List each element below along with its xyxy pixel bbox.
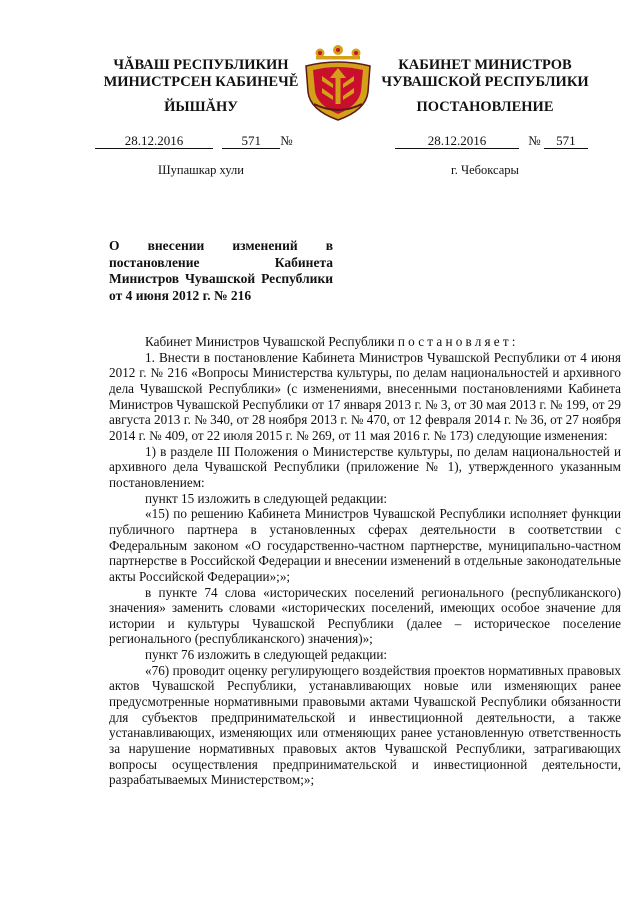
body-paragraph: «15) по решению Кабинета Министров Чувашской Республики исполняет функции публичного партнера в установленных сферах деятельности в соответствии с Федеральным законом «О государственно-частном партнерстве, муниципально-частном партнерстве в Российской Федерации и внесении изменений в отдельные законодательные акты Российской Федерации»;»;	[109, 506, 621, 584]
issuer-russian-line1: КАБИНЕТ МИНИСТРОВ	[398, 57, 572, 73]
date-chuvash: 28.12.2016	[95, 134, 213, 149]
body-paragraph: пункт 76 изложить в следующей редакции:	[145, 647, 388, 663]
document-subject: О внесении изменений в постановление Кабинета Министров Чувашской Республики от 4 июня 2012 г. № 216	[109, 238, 333, 303]
number-sign-chuvash: №	[280, 133, 293, 148]
doc-type-russian	[350, 99, 620, 116]
body-paragraph: пункт 15 изложить в следующей редакции:	[145, 490, 388, 506]
body-paragraph: «76) проводит оценку регулирующего воздействия проектов нормативных правовых актов Чувашской Республики, устанавливающих новые или изменяющих ранее предусмотренные нормативными правовыми актами Чувашской Республики обязанности для субъектов предпринимательской и инвестиционной деятельности, а также устанавливающих, изменяющих или отменяющих ранее установленную ответственность за нарушение нормативных правовых актов Чувашской Республики, затрагивающих вопросы осуществления предпринимательской и инвестиционной деятельности, разрабатываемых Министерством;»;	[109, 662, 621, 788]
number-sign-russian: №	[528, 133, 541, 148]
intro-verb: постановляет:	[397, 334, 519, 349]
number-chuvash: 571	[222, 134, 280, 149]
doc-type-russian-text: ПОСТАНОВЛЕНИЕ	[416, 99, 554, 115]
body-paragraph: 1) в разделе III Положения о Министерстве культуры, по делам национальностей и архивного дела Чувашской Республики (приложение № 1), утвержденного указанным постановлением:	[109, 443, 621, 490]
doc-type-chuvash-text: ЙЫШĂНУ	[164, 99, 238, 115]
place-russian: г. Чебоксары	[451, 163, 519, 177]
emblem-icon	[300, 44, 376, 122]
intro-paragraph	[109, 334, 621, 350]
date-number-chuvash	[95, 133, 293, 149]
document-body	[109, 334, 621, 788]
date-russian: 28.12.2016	[395, 134, 519, 149]
place-chuvash: Шупашкар хули	[158, 163, 244, 177]
body-paragraph: в пункте 74 слова «исторических поселений регионального (республиканского) значения» заменить словами «исторических поселений, имеющих особое значение для истории и культуры Чувашской Республики (далее – историческое поселение регионального (республиканского) значения)»;	[109, 584, 621, 647]
body-paragraph: 1. Внести в постановление Кабинета Министров Чувашской Республики от 4 июня 2012 г. № 216 «Вопросы Министерства культуры, по делам национальностей и архивного дела Чувашской Республики» (с изменениями, внесенными постановлениями Кабинета Министров Чувашской Республики от 17 января 2013 г. № 3, от 30 мая 2013 г. № 199, от 29 августа 2013 г. № 340, от 28 ноября 2013 г. № 470, от 12 февраля 2014 г. № 36, от 27 ноября 2014 г. № 409, от 22 июля 2015 г. № 269, от 11 мая 2016 г. № 173) следующие изменения:	[109, 349, 621, 443]
number-russian: 571	[544, 134, 588, 149]
issuer-russian-line2: ЧУВАШСКОЙ РЕСПУБЛИКИ	[381, 74, 589, 90]
date-number-russian	[395, 133, 588, 149]
issuer-chuvash-line1: ЧĂВАШ РЕСПУБЛИКИН	[113, 57, 289, 73]
doc-type-chuvash	[66, 99, 336, 116]
issuer-chuvash	[66, 57, 336, 91]
issuer-russian	[350, 57, 620, 91]
intro-issuer: Кабинет Министров Чувашской Республики	[145, 334, 395, 349]
issuer-chuvash-line2: МИНИСТРСЕН КАБИНЕЧĚ	[103, 74, 299, 90]
